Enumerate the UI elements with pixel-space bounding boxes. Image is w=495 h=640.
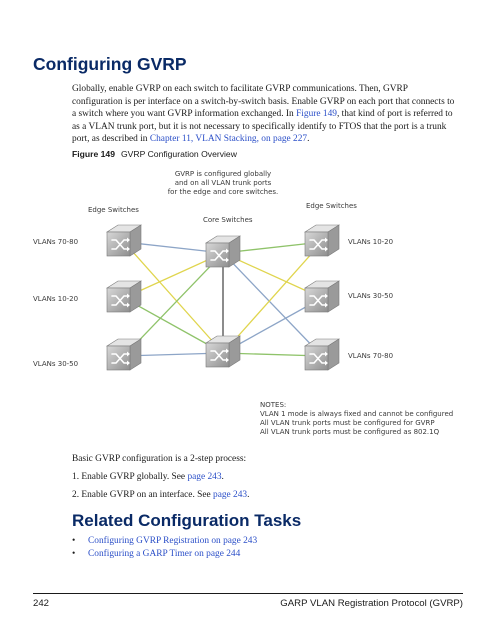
edge-switch-left-top bbox=[107, 225, 141, 256]
edge-switch-right-mid bbox=[305, 281, 339, 312]
step-page-link[interactable]: page 243 bbox=[187, 472, 222, 482]
related-task-link[interactable]: Configuring a GARP Timer on page 244 bbox=[88, 549, 241, 559]
step-1 bbox=[72, 471, 249, 483]
footer-divider bbox=[33, 593, 463, 594]
edge-switches-left-label: Edge Switches bbox=[88, 206, 139, 214]
steps-intro: Basic GVRP configuration is a 2-step process: bbox=[72, 454, 247, 464]
intro-text-2: , that kind of port is referred to as a VLAN trunk port, but it is not necessary to specifically identify to FTOS that the port is a trunk port, as described in bbox=[72, 109, 453, 145]
step-number: 1. bbox=[72, 472, 80, 482]
vlan-label-right-mid: VLANs 30-50 bbox=[348, 292, 394, 300]
related-tasks-heading: Related Configuration Tasks bbox=[72, 511, 302, 530]
related-task-item bbox=[72, 548, 257, 561]
figure-number: Figure 149 bbox=[72, 149, 115, 159]
intro-text-3: . bbox=[307, 134, 310, 145]
edge-switch-left-mid bbox=[107, 281, 141, 312]
step-end: . bbox=[221, 472, 224, 482]
edge-switches-right-label: Edge Switches bbox=[306, 202, 357, 210]
related-task-item bbox=[72, 535, 257, 548]
edge-switch-left-bottom bbox=[107, 339, 141, 370]
steps-section bbox=[72, 453, 249, 507]
diagram-note-line-2: and on all VLAN trunk ports bbox=[174, 179, 272, 187]
step-end: . bbox=[247, 490, 250, 500]
step-number: 2. bbox=[72, 490, 80, 500]
step-text: Enable GVRP globally. See bbox=[81, 472, 188, 482]
page-title: Configuring GVRP bbox=[33, 54, 187, 74]
footer-page-number: 242 bbox=[33, 598, 50, 609]
footer-chapter-title: GARP VLAN Registration Protocol (GVRP) bbox=[280, 598, 463, 609]
core-switches-label: Core Switches bbox=[203, 216, 253, 224]
figure-link[interactable]: Figure 149 bbox=[296, 109, 337, 120]
vlan-label-right-bottom: VLANs 70-80 bbox=[348, 352, 394, 360]
step-2 bbox=[72, 489, 249, 501]
vlan-label-right-top: VLANs 10-20 bbox=[348, 238, 394, 246]
notes-heading: NOTES: bbox=[260, 401, 287, 409]
related-tasks-list bbox=[72, 535, 257, 561]
vlan-label-left-mid: VLANs 10-20 bbox=[33, 295, 79, 303]
core-switch-bottom bbox=[206, 336, 240, 367]
diagram-note-line-3: for the edge and core switches. bbox=[167, 188, 279, 196]
chapter-link[interactable]: Chapter 11, VLAN Stacking, on page 227 bbox=[149, 134, 308, 145]
vlan-label-left-top: VLANs 70-80 bbox=[33, 238, 79, 246]
step-text: Enable GVRP on an interface. See bbox=[81, 490, 214, 500]
figure-title: GVRP Configuration Overview bbox=[121, 149, 237, 159]
edge-switch-right-top bbox=[305, 225, 339, 256]
core-switch-top bbox=[206, 236, 240, 267]
notes-line-3: All VLAN trunk ports must be configured as 802.1Q bbox=[260, 428, 440, 436]
diagram-note-line-1: GVRP is configured globally bbox=[174, 170, 272, 178]
step-page-link[interactable]: page 243 bbox=[213, 490, 248, 500]
related-task-link[interactable]: Configuring GVRP Registration on page 243 bbox=[88, 536, 258, 546]
notes-line-1: VLAN 1 mode is always fixed and cannot be configured bbox=[260, 410, 454, 418]
notes-line-2: All VLAN trunk ports must be configured for GVRP bbox=[260, 419, 435, 427]
intro-text-1: Globally, enable GVRP on each switch to facilitate GVRP communications. Then, GVRP configuration is per interface on a switch-by-switch basis. Enable GVRP on each port that connects to a switch where you want GVRP information exchanged. In bbox=[72, 84, 455, 120]
edge-switch-right-bottom bbox=[305, 339, 339, 370]
vlan-label-left-bottom: VLANs 30-50 bbox=[33, 360, 79, 368]
